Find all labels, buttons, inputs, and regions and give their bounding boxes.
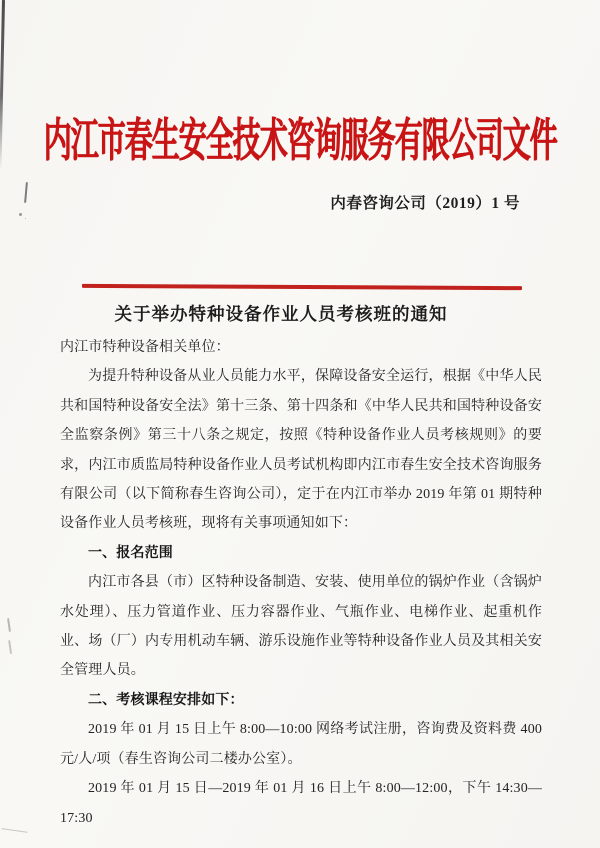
section-heading-1: 一、报名范围 (88, 545, 173, 561)
notice-paragraph-scope: 内江市各县（市）区特种设备制造、安装、使用单位的锅炉作业（含锅炉水处理）、压力管道作业、压力容器作业、气瓶作业、电梯作业、起重机作业、场（厂）内专用机动车辆、游乐设施作业等特种设备作业人员及其相关安全管理人员。 (60, 575, 542, 679)
pen-dot-artifact (19, 213, 22, 216)
section-heading-2: 二、考核课程安排如下： (88, 692, 244, 708)
letterhead-separator-line (82, 284, 522, 290)
letterhead-company-title: 内江市春生安全技术咨询服务有限公司文件 (43, 116, 557, 168)
notice-paragraph-intro: 为提升特种设备从业人员能力水平，保障设备安全运行，根据《中华人民共和国特种设备安全法》第十三条、第十四条和《中华人民共和国特种设备安全监察条例》第三十八条之规定，按照《特种设备作业人员考核规则》的要求，内江市质监局特种设备作业人员考试机构即内江市春生安全技术咨询服务有限公司（以下简称春生咨询公司），定于在内江市举办 2019 年第 01 期特种设备作业人员考核班，现将有关事项通知如下： (60, 369, 542, 532)
smudge-artifact (7, 618, 11, 632)
pen-mark-artifact (24, 182, 28, 203)
document-number: 内春咨询公司（2019）1 号 (330, 195, 520, 212)
notice-salutation: 内江市特种设备相关单位： (60, 340, 230, 355)
notice-title: 关于举办特种设备作业人员考核班的通知 (114, 304, 448, 324)
corner-scan-artifact (2, 820, 29, 833)
notice-paragraph-schedule-2: 2019 年 01 月 15 日—2019 年 01 月 16 日上午 8:00—12:00，下午 14:30—17:30 (60, 781, 542, 826)
document-body (60, 301, 542, 833)
notice-paragraph-schedule-1: 2019 年 01 月 15 日上午 8:00—10:00 网络考试注册，咨询费及资料费 400 元/人/项（春生咨询公司二楼办公室）。 (60, 722, 542, 767)
